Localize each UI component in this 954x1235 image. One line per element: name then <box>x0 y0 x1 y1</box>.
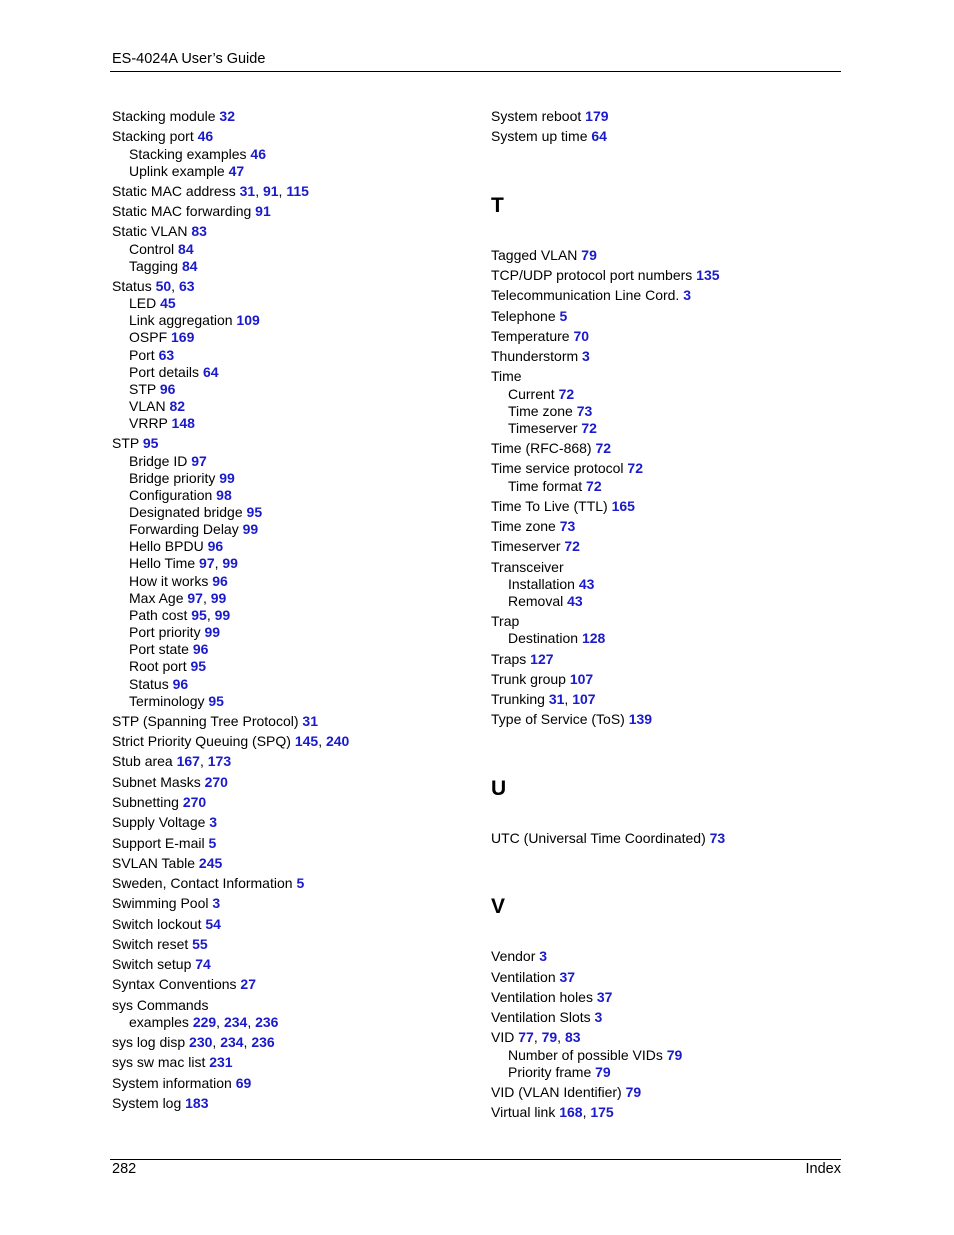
index-subentry <box>129 521 258 538</box>
index-term: SVLAN Table <box>112 855 196 871</box>
index-term: Telephone <box>491 308 556 324</box>
index-term: sys sw mac list <box>112 1054 206 1070</box>
index-term: Thunderstorm <box>491 348 579 364</box>
page-link[interactable]: 173 <box>207 753 232 769</box>
index-entry: Trunking 31, 107 <box>491 691 596 707</box>
page-link[interactable]: 99 <box>242 521 259 537</box>
index-term: Trunking <box>491 691 545 707</box>
index-entry <box>112 128 213 145</box>
index-entry <box>491 267 720 284</box>
footer-divider <box>110 1159 841 1160</box>
index-term: Virtual link <box>491 1104 556 1120</box>
index-entry <box>491 108 609 125</box>
index-entry <box>491 518 575 535</box>
index-entry <box>491 651 554 668</box>
page-link[interactable]: 179 <box>585 108 609 124</box>
page-link[interactable]: 50 <box>155 278 172 294</box>
index-term: Timeserver <box>508 420 578 436</box>
page-link[interactable]: 183 <box>185 1095 209 1111</box>
index-term: Switch lockout <box>112 916 202 932</box>
index-term: VRRP <box>129 415 168 431</box>
page-link[interactable]: 45 <box>160 295 176 311</box>
index-term: Hello BPDU <box>129 538 204 554</box>
page-link[interactable]: 5 <box>296 875 305 891</box>
page-link[interactable]: 98 <box>216 487 232 503</box>
index-entry <box>491 460 643 477</box>
page-link[interactable]: 107 <box>569 671 594 687</box>
index-term: Bridge ID <box>129 453 188 469</box>
page-link[interactable]: 96 <box>159 381 176 397</box>
index-term: Switch setup <box>112 956 192 972</box>
index-term: Terminology <box>129 693 205 709</box>
page-link[interactable]: 54 <box>205 916 221 932</box>
index-subentry: Max Age 97, 99 <box>129 590 227 606</box>
page-link[interactable]: 69 <box>235 1075 252 1091</box>
index-subentry <box>508 630 605 647</box>
index-term: Time (RFC-868) <box>491 440 592 456</box>
page-link[interactable]: 63 <box>158 347 175 363</box>
page-link[interactable]: 84 <box>181 258 198 274</box>
index-term: Port details <box>129 364 200 380</box>
page-link[interactable]: 55 <box>192 936 208 952</box>
page-link[interactable]: 99 <box>219 470 235 486</box>
index-term: VID (VLAN Identifier) <box>491 1084 622 1100</box>
index-term: System reboot <box>491 108 582 124</box>
page-link[interactable]: 79 <box>595 1064 611 1080</box>
index-term: Static MAC address <box>112 183 236 199</box>
page-link[interactable]: 229 <box>192 1014 217 1030</box>
index-term: Max Age <box>129 590 184 606</box>
page-link[interactable]: 72 <box>564 538 580 554</box>
index-subentry <box>129 470 235 487</box>
index-subentry <box>508 576 594 593</box>
index-subentry <box>129 415 195 432</box>
index-subentry <box>129 381 175 398</box>
page-link[interactable]: 72 <box>581 420 597 436</box>
page-link[interactable]: 145 <box>294 733 319 749</box>
page-link[interactable]: 31 <box>239 183 256 199</box>
index-term: Time To Live (TTL) <box>491 498 608 514</box>
index-entry: Stub area 167, 173 <box>112 753 232 769</box>
index-subentry <box>129 295 176 312</box>
index-subentry <box>129 538 223 555</box>
index-entry <box>491 830 725 847</box>
index-subentry <box>129 658 206 675</box>
page-link[interactable]: 43 <box>578 576 595 592</box>
page-link[interactable]: 168 <box>559 1104 583 1120</box>
index-term: Switch reset <box>112 936 189 952</box>
index-term: Trap <box>491 613 520 629</box>
page-link[interactable]: 79 <box>666 1047 683 1063</box>
page-link[interactable]: 32 <box>219 108 235 124</box>
page-number: 282 <box>112 1161 137 1177</box>
index-term: Installation <box>508 576 575 592</box>
page-link[interactable]: 99 <box>214 607 231 623</box>
page-link[interactable]: 231 <box>209 1054 233 1070</box>
index-entry <box>491 559 564 576</box>
index-entry <box>112 895 220 912</box>
index-subentry <box>129 641 208 658</box>
index-subentry <box>129 676 188 693</box>
page-link[interactable]: 3 <box>594 1009 603 1025</box>
index-subentry <box>129 453 207 470</box>
index-subentry <box>129 487 232 504</box>
index-term: Time service protocol <box>491 460 624 476</box>
index-term: Stacking port <box>112 128 194 144</box>
page-header-title: ES-4024A User’s Guide <box>112 51 266 67</box>
index-term: examples <box>129 1014 189 1030</box>
index-term: Swimming Pool <box>112 895 209 911</box>
index-term: Sweden, Contact Information <box>112 875 293 891</box>
index-entry <box>112 1054 233 1071</box>
index-entry <box>491 711 652 728</box>
index-entry: Strict Priority Queuing (SPQ) 145, 240 <box>112 733 350 749</box>
index-term: STP <box>112 435 139 451</box>
page-link[interactable]: 107 <box>572 691 596 707</box>
page-link[interactable]: 236 <box>251 1034 275 1050</box>
index-entry <box>491 498 635 515</box>
index-subentry <box>129 624 220 641</box>
page-link[interactable]: 96 <box>212 573 228 589</box>
index-subentry <box>129 312 260 329</box>
index-term: Priority frame <box>508 1064 592 1080</box>
index-term: Status <box>112 278 152 294</box>
index-subentry <box>129 329 194 346</box>
index-term: Syntax Conventions <box>112 976 237 992</box>
index-term: VLAN <box>129 398 166 414</box>
page-link[interactable]: 72 <box>627 460 643 476</box>
index-term: LED <box>129 295 157 311</box>
index-term: Time <box>491 368 522 384</box>
page-link[interactable]: 95 <box>208 693 224 709</box>
page-link[interactable]: 31 <box>302 713 318 729</box>
index-entry <box>112 203 271 220</box>
page-link[interactable]: 82 <box>169 398 186 414</box>
page-link[interactable]: 128 <box>581 630 606 646</box>
page-link[interactable]: 96 <box>192 641 209 657</box>
index-term: Trunk group <box>491 671 566 687</box>
page-link[interactable]: 5 <box>559 308 568 324</box>
page-link[interactable]: 139 <box>628 711 653 727</box>
index-entry <box>491 440 611 457</box>
page-link[interactable]: 3 <box>683 287 692 303</box>
index-subentry <box>508 1047 682 1064</box>
index-term: Time zone <box>508 403 573 419</box>
page-link[interactable]: 127 <box>530 651 554 667</box>
index-term: Stub area <box>112 753 173 769</box>
index-term: Traps <box>491 651 527 667</box>
index-entry: Virtual link 168, 175 <box>491 1104 614 1120</box>
index-term: sys log disp <box>112 1034 186 1050</box>
page-link[interactable]: 84 <box>178 241 194 257</box>
index-entry <box>491 368 522 385</box>
index-entry <box>112 713 318 730</box>
index-term: Destination <box>508 630 579 646</box>
index-entry: sys log disp 230, 234, 236 <box>112 1034 275 1050</box>
page-link[interactable]: 99 <box>222 555 238 571</box>
index-term: TCP/UDP protocol port numbers <box>491 267 693 283</box>
index-term: Ventilation Slots <box>491 1009 591 1025</box>
index-entry <box>112 835 216 852</box>
index-subentry <box>129 504 262 521</box>
index-entry <box>491 989 612 1006</box>
index-entry <box>112 855 222 872</box>
page-link[interactable]: 230 <box>189 1034 213 1050</box>
page-link[interactable]: 135 <box>696 267 720 283</box>
page-link[interactable]: 73 <box>576 403 593 419</box>
index-term: Control <box>129 241 175 257</box>
index-entry <box>112 435 158 452</box>
page-link[interactable]: 96 <box>172 676 189 692</box>
page-link[interactable]: 97 <box>191 453 207 469</box>
page-link[interactable]: 5 <box>208 835 217 851</box>
index-entry <box>491 1009 602 1026</box>
index-subentry: Path cost 95, 99 <box>129 607 231 623</box>
page-link[interactable]: 115 <box>286 183 309 199</box>
page-link[interactable]: 91 <box>255 203 271 219</box>
index-entry <box>112 814 217 831</box>
index-term: System information <box>112 1075 232 1091</box>
index-subentry <box>508 593 583 610</box>
index-term: Type of Service (ToS) <box>491 711 625 727</box>
index-term: Ventilation holes <box>491 989 593 1005</box>
index-entry <box>112 956 211 973</box>
index-term: Configuration <box>129 487 213 503</box>
page-link[interactable]: 72 <box>558 386 575 402</box>
page-link[interactable]: 79 <box>541 1029 558 1045</box>
index-term: Ventilation <box>491 969 556 985</box>
index-term: Root port <box>129 658 187 674</box>
index-entry <box>491 613 519 630</box>
index-term: Port <box>129 347 155 363</box>
index-term: STP <box>129 381 156 397</box>
page-link[interactable]: 95 <box>190 658 207 674</box>
page-link[interactable]: 47 <box>228 163 245 179</box>
page-link[interactable]: 70 <box>573 328 590 344</box>
page-link[interactable]: 167 <box>176 753 200 769</box>
index-subentry <box>129 573 228 590</box>
index-term: Static MAC forwarding <box>112 203 252 219</box>
index-subentry <box>508 478 602 495</box>
page-link[interactable]: 72 <box>595 440 612 456</box>
index-entry <box>491 671 593 688</box>
page-link[interactable]: 74 <box>195 956 211 972</box>
page-link[interactable]: 83 <box>191 223 207 239</box>
index-term: Tagged VLAN <box>491 247 578 263</box>
index-entry <box>112 223 207 240</box>
index-term: Time zone <box>491 518 556 534</box>
index-subentry <box>129 693 224 710</box>
index-term: Tagging <box>129 258 179 274</box>
header-divider <box>110 71 841 72</box>
index-entry <box>112 774 228 791</box>
index-term: OSPF <box>129 329 168 345</box>
index-entry <box>112 794 206 811</box>
index-term: Subnetting <box>112 794 179 810</box>
footer-section-name: Index <box>805 1161 841 1177</box>
index-subentry <box>129 398 185 415</box>
index-term: Forwarding Delay <box>129 521 239 537</box>
index-entry: VID 77, 79, 83 <box>491 1029 581 1045</box>
index-term: Stacking module <box>112 108 216 124</box>
index-subentry <box>508 420 597 437</box>
page-link[interactable]: 43 <box>567 593 583 609</box>
page-link[interactable]: 83 <box>564 1029 581 1045</box>
index-subentry <box>508 403 592 420</box>
page-link[interactable]: 73 <box>709 830 726 846</box>
page-link[interactable]: 175 <box>590 1104 614 1120</box>
page-link[interactable]: 3 <box>212 895 221 911</box>
section-letter-v: V <box>491 895 506 918</box>
page-link[interactable]: 148 <box>171 415 195 431</box>
page-link[interactable]: 96 <box>207 538 224 554</box>
page-link[interactable]: 3 <box>209 814 218 830</box>
index-entry <box>491 348 590 365</box>
index-term: Support E-mail <box>112 835 205 851</box>
index-subentry <box>129 146 266 163</box>
page-link[interactable]: 79 <box>625 1084 642 1100</box>
page-link[interactable]: 95 <box>142 435 159 451</box>
index-entry <box>491 1084 641 1101</box>
page-link[interactable]: 3 <box>582 348 590 364</box>
index-entry <box>112 976 256 993</box>
index-term: Static VLAN <box>112 223 188 239</box>
page-link[interactable]: 169 <box>171 329 195 345</box>
index-term: UTC (Universal Time Coordinated) <box>491 830 706 846</box>
index-subentry <box>508 386 574 403</box>
index-term: Transceiver <box>491 559 564 575</box>
index-term: System up time <box>491 128 588 144</box>
index-term: Hello Time <box>129 555 196 571</box>
page-link[interactable]: 234 <box>220 1034 244 1050</box>
page-link[interactable]: 91 <box>262 183 279 199</box>
index-subentry <box>129 364 219 381</box>
index-entry <box>491 328 589 345</box>
index-subentry <box>129 347 174 364</box>
index-term: Strict Priority Queuing (SPQ) <box>112 733 291 749</box>
index-entry <box>491 308 567 325</box>
page-link[interactable]: 270 <box>204 774 228 790</box>
index-term: Number of possible VIDs <box>508 1047 663 1063</box>
index-subentry <box>129 163 244 180</box>
page-link[interactable]: 245 <box>198 855 223 871</box>
index-term: Timeserver <box>491 538 561 554</box>
page-link[interactable]: 73 <box>559 518 576 534</box>
page-link[interactable]: 95 <box>191 607 207 623</box>
index-term: Port priority <box>129 624 201 640</box>
page-link[interactable]: 236 <box>255 1014 279 1030</box>
page-link[interactable]: 63 <box>178 278 195 294</box>
page-link[interactable]: 240 <box>325 733 350 749</box>
index-entry <box>112 936 208 953</box>
page-link[interactable]: 31 <box>548 691 565 707</box>
page-link[interactable]: 37 <box>596 989 613 1005</box>
index-entry <box>112 1095 209 1112</box>
index-entry <box>491 969 575 986</box>
index-term: Port state <box>129 641 189 657</box>
index-subentry: Hello Time 97, 99 <box>129 555 238 571</box>
index-subentry: examples 229, 234, 236 <box>129 1014 279 1030</box>
index-entry <box>112 1075 251 1092</box>
page-link[interactable]: 99 <box>210 590 227 606</box>
index-subentry <box>129 258 198 275</box>
index-term: Status <box>129 676 169 692</box>
page-link[interactable]: 46 <box>197 128 214 144</box>
index-term: Time format <box>508 478 583 494</box>
index-term: Link aggregation <box>129 312 233 328</box>
index-term: Telecommunication Line Cord. <box>491 287 680 303</box>
index-term: VID <box>491 1029 515 1045</box>
index-entry <box>112 108 235 125</box>
index-subentry <box>508 1064 611 1081</box>
index-term: Bridge priority <box>129 470 216 486</box>
index-term: Uplink example <box>129 163 225 179</box>
index-entry <box>491 287 691 304</box>
page-link[interactable]: 99 <box>204 624 221 640</box>
page-link[interactable]: 64 <box>591 128 607 144</box>
index-entry <box>112 875 304 892</box>
index-term: Stacking examples <box>129 146 247 162</box>
index-entry: Static MAC address 31, 91, 115 <box>112 183 309 199</box>
page-link[interactable]: 72 <box>586 478 602 494</box>
index-term: Vendor <box>491 948 536 964</box>
index-term: System log <box>112 1095 182 1111</box>
index-entry <box>491 128 607 145</box>
index-term: Current <box>508 386 555 402</box>
index-term: How it works <box>129 573 209 589</box>
page-link[interactable]: 234 <box>223 1014 248 1030</box>
index-term: STP (Spanning Tree Protocol) <box>112 713 299 729</box>
section-letter-t: T <box>491 194 504 217</box>
index-term: sys Commands <box>112 997 209 1013</box>
page-link[interactable]: 46 <box>250 146 266 162</box>
page-link[interactable]: 3 <box>539 948 548 964</box>
index-entry <box>491 247 597 264</box>
index-term: Temperature <box>491 328 570 344</box>
page-link[interactable]: 27 <box>240 976 256 992</box>
index-entry <box>112 916 221 933</box>
index-subentry <box>129 241 194 258</box>
page-link[interactable]: 95 <box>246 504 263 520</box>
page-link[interactable]: 97 <box>187 590 203 606</box>
index-entry <box>112 997 208 1014</box>
page-link[interactable]: 165 <box>611 498 635 514</box>
index-term: Path cost <box>129 607 188 623</box>
page-link[interactable]: 270 <box>182 794 207 810</box>
index-entry: Status 50, 63 <box>112 278 195 294</box>
section-letter-u: U <box>491 777 507 800</box>
page-link[interactable]: 77 <box>518 1029 534 1045</box>
page-link[interactable]: 97 <box>199 555 215 571</box>
page-link[interactable]: 37 <box>559 969 576 985</box>
page-link[interactable]: 64 <box>202 364 219 380</box>
index-term: Subnet Masks <box>112 774 201 790</box>
page-link[interactable]: 109 <box>236 312 260 328</box>
index-entry <box>491 538 580 555</box>
page-link[interactable]: 79 <box>581 247 597 263</box>
index-term: Supply Voltage <box>112 814 206 830</box>
index-term: Designated bridge <box>129 504 243 520</box>
index-entry <box>491 948 547 965</box>
index-term: Removal <box>508 593 564 609</box>
